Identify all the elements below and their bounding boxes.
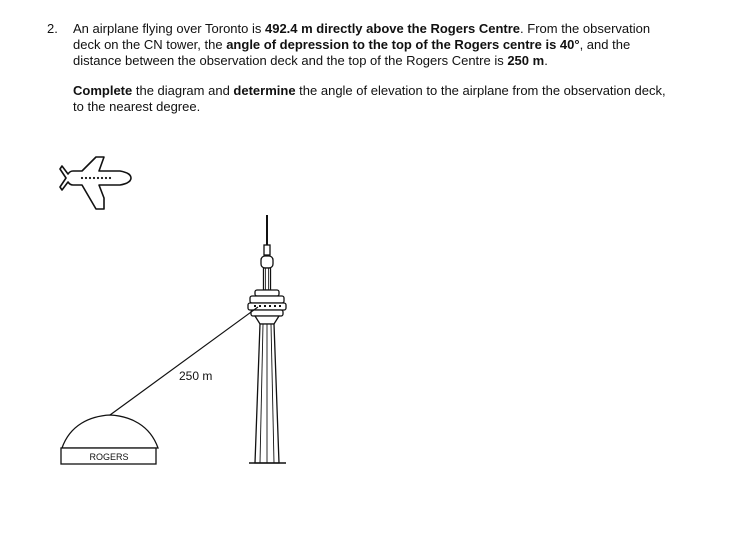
- sight-line-250m: [110, 307, 258, 415]
- p1-text-2: . From the observation deck on the CN tower, the: [73, 21, 651, 52]
- p2-bold-2: determine: [233, 83, 296, 98]
- rogers-label: ROGERS: [89, 452, 129, 462]
- p1-bold-1: 492.4 m directly above the Rogers Centre: [264, 21, 521, 36]
- p1-text-3: , and the distance between the observation deck and the top of the Rogers Centre is: [73, 37, 631, 68]
- distance-label: 250 m: [179, 369, 213, 383]
- p1-bold-3: 250 m: [507, 53, 545, 68]
- p1-bold-2: angle of depression to the top of the Rogers centre is 40°: [226, 37, 580, 52]
- airplane-icon: [60, 157, 131, 209]
- p1-text-4: .: [544, 53, 548, 68]
- p2-bold-1: Complete: [73, 83, 133, 98]
- question-number: 2.: [47, 21, 58, 36]
- p1-text-1: An airplane flying over Toronto is: [73, 21, 265, 36]
- p2-text-2: the angle of elevation to the airplane from the observation deck, to the nearest degree.: [73, 83, 666, 114]
- cn-tower-icon: [248, 215, 286, 463]
- p2-text-1: the diagram and: [132, 83, 234, 98]
